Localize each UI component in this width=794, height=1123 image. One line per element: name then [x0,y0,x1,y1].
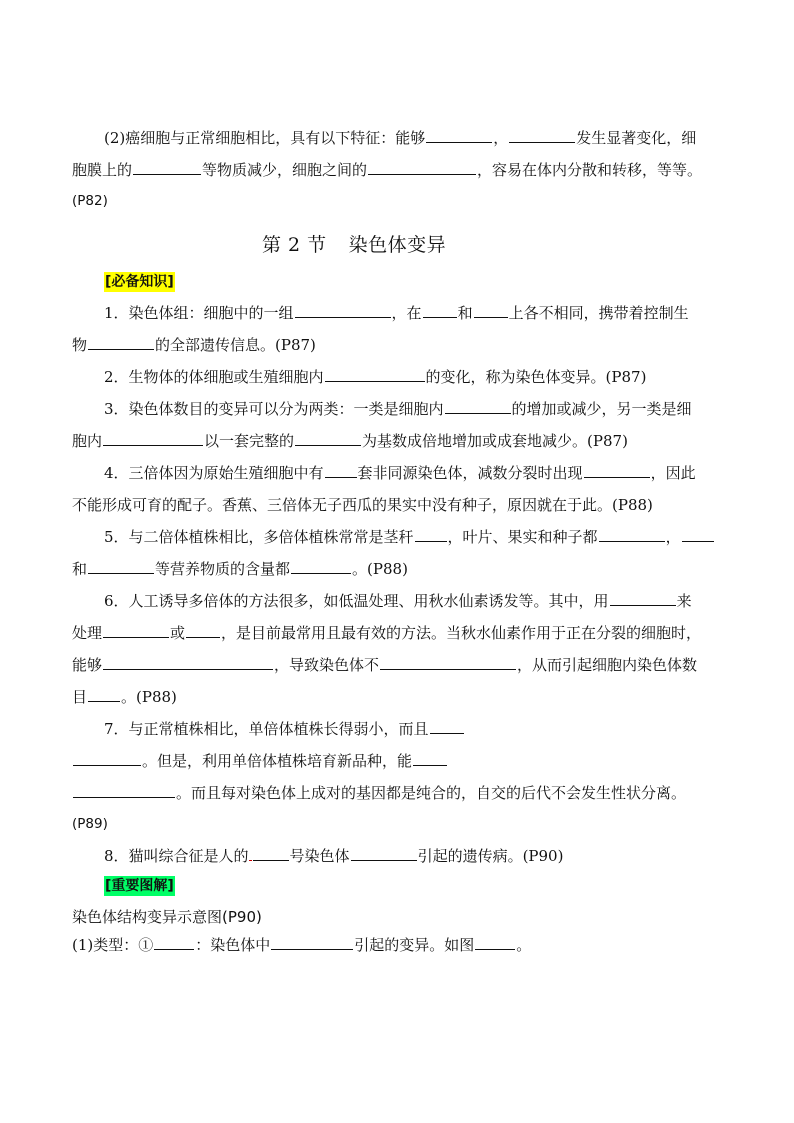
q3-line-2 [72,430,628,452]
fill-blank[interactable] [380,654,516,670]
q7-line-2 [72,750,448,772]
text: 或 [170,624,186,642]
q5-line-2 [72,558,408,580]
text: ，叶片、果实和种子都 [447,528,598,546]
text: ，导致染色体不 [274,656,380,674]
text: ，在 [391,304,422,322]
fill-blank[interactable] [291,558,351,574]
q7-line-1 [104,718,465,740]
cancer-line-2 [72,159,702,181]
fill-blank[interactable] [509,127,575,143]
fill-blank[interactable] [186,622,220,638]
fill-blank[interactable] [325,462,357,478]
q3-line-1 [104,398,692,420]
text: 5．与二倍体植株相比，多倍体植株常常是茎秆 [104,528,414,546]
must-know-tag: [必备知识] [105,274,174,290]
text: ，从而引起细胞内染色体数 [517,656,698,674]
q5-line-1 [104,526,715,548]
q8-line-1 [104,845,563,867]
fill-blank[interactable] [88,558,154,574]
text: 和 [72,560,88,578]
fill-blank[interactable] [73,750,141,766]
section-number: 第 2 节 [262,234,327,256]
fill-blank[interactable] [445,398,511,414]
text: ，容易在体内分散和转移，等等。 [477,161,703,179]
key-figure-tag: [重要图解] [105,878,174,894]
fill-blank[interactable] [413,750,447,766]
text: 目 [72,688,88,706]
q7-page-ref: (P89) [72,816,108,832]
fill-blank[interactable] [351,845,417,861]
text: 。 [516,936,532,954]
text: 胞内 [72,432,103,450]
fill-blank[interactable] [295,430,361,446]
text: 的变化，称为染色体变异。(P87) [425,368,647,386]
q6-line-1 [104,590,692,612]
q6-line-4 [72,686,177,708]
text: 物 [72,336,88,354]
q2-line-1 [104,366,646,388]
fill-blank[interactable] [475,934,515,950]
q6-line-3 [72,654,697,676]
text: ，是目前最常用且最有效的方法。当秋水仙素作用于正在分裂的细胞时， [221,624,702,642]
section-name: 染色体变异 [348,234,447,256]
text: 等营养物质的含量都 [155,560,291,578]
text: 。(P88) [352,560,408,578]
text: 发生显著变化，细 [576,129,697,147]
text: 能够 [72,656,103,674]
figure-caption: 染色体结构变异示意图(P90) [72,908,262,926]
figure-line-1 [72,934,531,956]
fill-blank[interactable] [88,686,120,702]
fill-blank[interactable] [271,934,353,950]
text: 和 [457,304,473,322]
text: 引起的遗传病。(P90) [417,847,564,865]
fill-blank[interactable] [682,526,714,542]
fill-blank[interactable] [423,302,457,318]
fill-blank[interactable] [154,934,194,950]
cancer-line-1 [104,127,696,149]
text: 的增加或减少，另一类是细 [511,400,692,418]
text: ，因此 [650,464,696,482]
text: 。(P88) [121,688,177,706]
fill-blank[interactable] [73,782,175,798]
text: ：染色体中 [195,936,271,954]
fill-blank[interactable] [415,526,447,542]
fill-blank[interactable] [610,590,676,606]
q4-line-2 [72,494,653,516]
fill-blank[interactable] [599,526,665,542]
red-mark [249,845,252,861]
text: 8．猫叫综合征是人的 [104,847,249,865]
fill-blank[interactable] [295,302,391,318]
text: 号染色体 [289,847,350,865]
text: 的全部遗传信息。(P87) [155,336,316,354]
text: 等物质减少，细胞之间的 [202,161,368,179]
text: ， [665,528,681,546]
text: 以一套完整的 [204,432,295,450]
q6-line-2 [72,622,701,644]
fill-blank[interactable] [584,462,650,478]
fill-blank[interactable] [133,159,201,175]
q1-line-2 [72,334,316,356]
text: 。但是，利用单倍体植株培育新品种，能 [142,752,413,770]
fill-blank[interactable] [368,159,476,175]
text: 上各不相同，携带着控制生 [508,304,689,322]
text: 处理 [72,624,103,642]
fill-blank[interactable] [88,334,154,350]
fill-blank[interactable] [103,430,203,446]
text: 不能形成可育的配子。香蕉、三倍体无子西瓜的果实中没有种子，原因就在于此。(P88) [72,496,653,514]
q7-line-3 [72,782,686,804]
cancer-page-ref: (P82) [72,193,108,209]
text: 7．与正常植株相比，单倍体植株长得弱小，而且 [104,720,429,738]
text: 来 [676,592,692,610]
text: 套非同源染色体，减数分裂时出现 [357,464,583,482]
fill-blank[interactable] [426,127,492,143]
text: 为基数成倍地增加或成套地减少。(P87) [362,432,628,450]
text: ， [493,129,509,147]
text: 引起的变异。如图 [354,936,475,954]
fill-blank[interactable] [325,366,425,382]
text: 3．染色体数目的变异可以分为两类：一类是细胞内 [104,400,444,418]
fill-blank[interactable] [103,622,169,638]
fill-blank[interactable] [253,845,289,861]
text: 6．人工诱导多倍体的方法很多，如低温处理、用秋水仙素诱发等。其中，用 [104,592,609,610]
fill-blank[interactable] [430,718,464,734]
q4-line-1 [104,462,696,484]
section-title [262,232,446,258]
text: (1)类型：① [72,936,154,954]
text: 1．染色体组：细胞中的一组 [104,304,294,322]
text: 。而且每对染色体上成对的基因都是纯合的，自交的后代不会发生性状分离。 [176,784,687,802]
text: 2．生物体的体细胞或生殖细胞内 [104,368,324,386]
text: (2)癌细胞与正常细胞相比，具有以下特征：能够 [104,129,426,147]
text: 4．三倍体因为原始生殖细胞中有 [104,464,324,482]
text: 胞膜上的 [72,161,133,179]
q1-line-1 [104,302,689,324]
fill-blank[interactable] [474,302,508,318]
fill-blank[interactable] [103,654,273,670]
